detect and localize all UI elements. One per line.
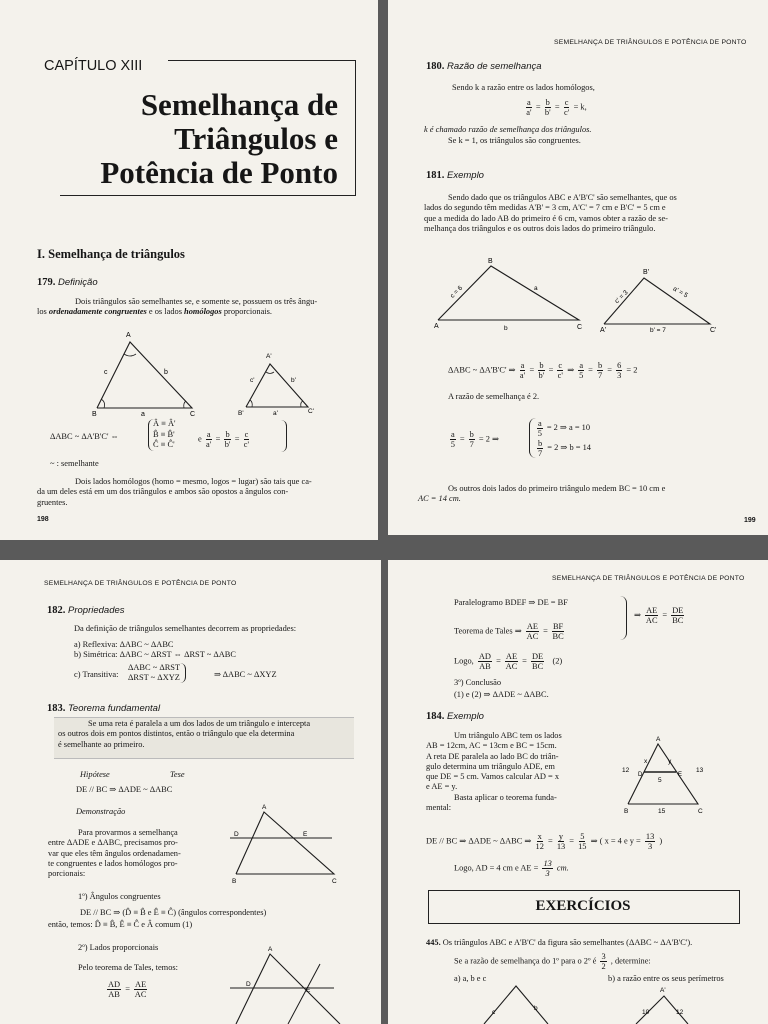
svg-text:a: a bbox=[534, 285, 538, 292]
triangle-abc bbox=[236, 812, 334, 874]
parallelogram-line: Paralelogramo BDEF ⇒ DE = BF bbox=[454, 598, 568, 607]
svg-text:B: B bbox=[232, 878, 237, 885]
item-182-heading: 182. Propriedades bbox=[47, 605, 125, 616]
item-title: Teorema fundamental bbox=[68, 703, 161, 714]
properties-intro: Da definição de triângulos semelhantes decorrem as propriedades: bbox=[74, 624, 297, 633]
demonstration-text: Para provarmos a semelhança entre ΔADE e ΔABC, precisamos pro- var que eles têm ângulos ordenadamen- te congruentes e lados homólogos pro- porcionais: bbox=[48, 828, 181, 879]
label-a2-vertex: A' bbox=[266, 353, 272, 360]
exercise-445-b: b) a razão entre os seus perímetros bbox=[608, 974, 724, 983]
page-number: 198 bbox=[37, 516, 49, 523]
exercise-445: 445. Os triângulos ABC e A'B'C' da figura são semelhantes (ΔABC ~ ΔA'B'C'). bbox=[426, 938, 693, 947]
svg-text:E: E bbox=[306, 987, 311, 994]
svg-text:A: A bbox=[656, 736, 661, 743]
tales-figure bbox=[222, 944, 352, 1024]
title-box-right bbox=[355, 60, 356, 196]
section-title: I. Semelhança de triângulos bbox=[37, 247, 185, 261]
svg-text:12: 12 bbox=[622, 767, 630, 774]
triangle-a2b2c2 bbox=[246, 364, 308, 407]
svg-text:E: E bbox=[303, 831, 308, 838]
chapter-rule bbox=[168, 60, 356, 61]
svg-text:5: 5 bbox=[658, 777, 662, 784]
prop-transitive-cases: ΔABC ~ ΔRST ΔRST ~ ΔXYZ bbox=[128, 663, 186, 683]
svg-text:C': C' bbox=[710, 327, 717, 334]
page-199 bbox=[388, 0, 768, 535]
tales-line: Teorema de Tales ⇒ $\frac{AE}{AC}$ = $\frac{BF}{BC}$ bbox=[454, 622, 564, 641]
label-c2-vertex: C' bbox=[308, 408, 314, 415]
item-181-heading: 181. Exemplo bbox=[426, 170, 484, 181]
angle-mark-b bbox=[101, 399, 105, 408]
logo-ratio: Logo, $\frac{AD}{AB}$ = $\frac{AE}{AC}$ = $\frac{DE}{BC}$ (2) bbox=[454, 652, 563, 671]
triangle-abc bbox=[484, 986, 548, 1024]
bracket bbox=[620, 596, 627, 640]
prop-reflexive: a) Reflexiva: ΔABC ~ ΔABC bbox=[74, 640, 174, 649]
svg-text:C: C bbox=[332, 878, 337, 885]
tales-text: Pelo teorema de Tales, temos: bbox=[78, 963, 178, 972]
label-b2-vertex: B' bbox=[238, 410, 244, 417]
exercises-header: EXERCÍCIOS bbox=[535, 898, 631, 914]
angle-eq-b: B̂ ≡ B̂' bbox=[153, 429, 175, 439]
ratio-chain: ΔABC ~ ΔA'B'C' ⇒ $\frac{a}{a'}$ = $\frac{b}{b'}$ = $\frac{c}{c'}$ ⇒ $\frac{a}{5}$ = $\frac{b}{7}$ = $\frac{6}{3}$ = 2 bbox=[448, 361, 638, 380]
svg-text:c: c bbox=[492, 1009, 496, 1016]
title-box-bottom bbox=[60, 195, 356, 196]
title-line-2: Triângulos e bbox=[174, 121, 338, 156]
svg-text:A: A bbox=[268, 946, 273, 953]
running-head: SEMELHANÇA DE TRIÂNGULOS E POTÊNCIA DE PONTO bbox=[552, 575, 745, 582]
label-b-vertex: B bbox=[92, 411, 97, 418]
svg-text:15: 15 bbox=[658, 808, 666, 815]
svg-text:A': A' bbox=[600, 327, 607, 334]
item-184-heading: 184. Exemplo bbox=[426, 711, 484, 722]
def-line-2: los ordenadamente congruentes e os lados homólogos proporcionais. bbox=[37, 307, 272, 317]
exercise-445-ratio: Se a razão de semelhança do 1º para o 2º é $\frac{3}{2}$ , determine: bbox=[454, 952, 651, 971]
label-c6: c = 6 bbox=[449, 284, 465, 300]
label-c-vertex: C bbox=[190, 411, 196, 418]
bracket-right bbox=[280, 420, 287, 452]
step-1-conclusion: então, temos: D̂ ≡ B̂, Ê ≡ Ĉ e Â comum (1) bbox=[48, 920, 193, 929]
svg-text:B: B bbox=[624, 808, 629, 815]
angle-equalities bbox=[148, 419, 176, 451]
thesis-label: Tese bbox=[170, 770, 185, 779]
label-a-vertex: A bbox=[126, 332, 131, 339]
chapter-title bbox=[38, 88, 338, 190]
svg-text:b: b bbox=[504, 325, 508, 332]
svg-text:x: x bbox=[644, 758, 648, 765]
page-number: 199 bbox=[744, 517, 756, 524]
razao-formula: $\frac{a}{a'}$ = $\frac{b}{b'}$ = $\frac{c}{c'}$ = k, bbox=[526, 98, 587, 117]
svg-text:y: y bbox=[668, 758, 672, 765]
item-number: 179. bbox=[37, 277, 56, 288]
svg-text:D: D bbox=[246, 981, 251, 988]
theorem-figure bbox=[222, 802, 352, 890]
example-181-text: Sendo dado que os triângulos ABC e A'B'C' são semelhantes, que os lados do segundo têm medidas A'B' = 3 cm, A'C' = 7 cm e B'C' = 5 cm e que a medida do lado AB do primeiro é 6 cm, vamos obter a razão de se- melhança dos triângulos e os outros dois lados do primeiro triângulo. bbox=[424, 193, 677, 233]
label-side-a2: a' bbox=[273, 410, 278, 417]
calc-line: DE // BC ⇒ ΔADE ~ ΔABC ⇒ $\frac{x}{12}$ = $\frac{y}{13}$ = $\frac{5}{15}$ ⇒ ( x = 4 e y = $\frac{13}{3}$ ) bbox=[426, 832, 663, 851]
label-side-a: a bbox=[141, 411, 145, 418]
system-lhs: $\frac{a}{5}$ = $\frac{b}{7}$ = 2 ⇒ bbox=[450, 430, 500, 449]
label-a5: a' = 5 bbox=[671, 285, 689, 300]
page-201 bbox=[388, 560, 768, 1024]
item-title: Definição bbox=[58, 277, 98, 288]
step-1-title: 1º) Ângulos congruentes bbox=[78, 892, 161, 901]
razao-intro: Sendo k a razão entre os lados homólogos, bbox=[452, 83, 595, 92]
svg-text:A: A bbox=[262, 804, 267, 811]
equiv-lhs: ΔABC ~ ΔA'B'C' ⇔ bbox=[50, 432, 119, 441]
hom-line-3: gruentes. bbox=[37, 497, 68, 507]
step-1-expr: DE // BC ⇒ (D̂ ≡ B̂ e Ê ≡ Ĉ) (ângulos correspondentes) bbox=[80, 908, 267, 917]
angle-eq-c: Ĉ ≡ Ĉ' bbox=[153, 440, 175, 449]
hom-line-1: Dois lados homólogos (homo = mesmo, logos = lugar) são tais que ca- bbox=[75, 477, 312, 486]
item-179-heading bbox=[37, 277, 98, 288]
angle-mark-c2 bbox=[301, 401, 303, 407]
angle-mark-b2 bbox=[250, 400, 252, 407]
exercise-445-a: a) a, b e c bbox=[454, 974, 487, 983]
angle-eq-a: Â ≡ Â' bbox=[153, 419, 176, 428]
svg-text:13: 13 bbox=[696, 767, 704, 774]
item-title: Razão de semelhança bbox=[447, 61, 542, 72]
example-triangles-figure bbox=[424, 254, 764, 334]
label-side-b: b bbox=[164, 369, 168, 376]
exercise-445-figure bbox=[478, 978, 748, 1024]
homologous-sides-text bbox=[37, 477, 359, 508]
running-head: SEMELHANÇA DE TRIÂNGULOS E POTÊNCIA DE PONTO bbox=[44, 580, 237, 587]
hypothesis-expr: DE // BC ⇒ ΔADE ~ ΔABC bbox=[76, 785, 173, 794]
label-side-c: c bbox=[104, 369, 108, 376]
triangle-sides bbox=[236, 954, 340, 1024]
svg-text:b: b bbox=[534, 1005, 538, 1012]
logo-result: Logo, AD = 4 cm e AE = $\frac{13}{3}$ cm. bbox=[454, 859, 569, 878]
svg-text:C: C bbox=[577, 324, 583, 331]
implied-ratio: ⇒ $\frac{AE}{AC}$ = $\frac{DE}{BC}$ bbox=[634, 606, 684, 625]
page-200 bbox=[0, 560, 381, 1024]
example-184-figure bbox=[616, 732, 716, 818]
prop-transitive-result: ⇒ ΔABC ~ ΔXYZ bbox=[214, 670, 277, 679]
def-line-1: Dois triângulos são semelhantes se, e somente se, possuem os três ângu- bbox=[75, 297, 318, 306]
item-title: Exemplo bbox=[447, 170, 484, 181]
razao-def: k é chamado razão de semelhança dos triângulos. bbox=[424, 125, 592, 134]
item-180-heading: 180. Razão de semelhança bbox=[426, 61, 542, 72]
item-title: Propriedades bbox=[68, 605, 125, 616]
svg-text:B: B bbox=[488, 258, 493, 265]
title-line-1: Semelhança de bbox=[140, 87, 338, 122]
conclusion-title: 3º) Conclusão bbox=[454, 678, 502, 687]
label-c3: c' = 3 bbox=[613, 289, 630, 306]
label-side-c2: c' bbox=[250, 377, 255, 384]
theorem-text: Se uma reta é paralela a um dos lados de um triângulo e intercepta os outros dois em pontos distintos, então o triângulo que ela determina é semelhante ao primeiro. bbox=[58, 719, 311, 749]
result-text: Os outros dois lados do primeiro triângulo medem BC = 10 cm e AC = 14 cm. bbox=[418, 484, 666, 504]
similar-symbol-note: ~ : semelhante bbox=[50, 459, 99, 468]
svg-text:C: C bbox=[698, 808, 703, 815]
hom-line-2: da um deles está em um dos triângulos e ambos são opostos a ângulos con- bbox=[37, 487, 289, 497]
svg-text:B': B' bbox=[643, 269, 650, 276]
tales-ratio: $\frac{AD}{AB}$ = $\frac{AE}{AC}$ bbox=[108, 980, 147, 999]
system-rhs: $\frac{a}{5}$ = 2 ⇒ a = 10 $\frac{b}{7}$ = 2 ⇒ b = 14 bbox=[529, 418, 591, 458]
svg-text:D: D bbox=[234, 831, 239, 838]
svg-text:A': A' bbox=[660, 987, 666, 994]
svg-text:E: E bbox=[678, 772, 683, 778]
page-198 bbox=[0, 0, 378, 540]
step-2-title: 2º) Lados proporcionais bbox=[78, 943, 159, 952]
definition-text bbox=[37, 297, 357, 318]
prop-transitive-label: c) Transitiva: bbox=[74, 670, 119, 679]
svg-text:A: A bbox=[434, 323, 439, 330]
svg-text:D: D bbox=[638, 772, 643, 778]
angle-mark-a bbox=[124, 354, 136, 356]
svg-text:10: 10 bbox=[642, 1009, 650, 1016]
conclusion-expr: (1) e (2) ⇒ ΔADE ~ ΔABC. bbox=[454, 690, 549, 699]
hypothesis-label: Hipótese bbox=[80, 770, 110, 779]
item-title: Exemplo bbox=[447, 711, 484, 722]
title-line-3: Potência de Ponto bbox=[100, 155, 338, 190]
chapter-label: CAPÍTULO XIII bbox=[44, 58, 143, 74]
razao-congruent: Se k = 1, os triângulos são congruentes. bbox=[448, 136, 581, 145]
item-183-heading: 183. Teorema fundamental bbox=[47, 703, 161, 714]
label-b7: b' = 7 bbox=[650, 327, 666, 334]
side-proportions: e $\frac{a}{a'}$ = $\frac{b}{b'}$ = $\frac{c}{c'}$ bbox=[198, 430, 250, 449]
label-side-b2: b' bbox=[291, 377, 296, 384]
angle-mark-a2 bbox=[266, 372, 274, 374]
prop-symmetric: b) Simétrica: ΔABC ~ ΔRST ⇔ ΔRST ~ ΔABC bbox=[74, 650, 236, 659]
triangle-abc-figure bbox=[80, 328, 210, 420]
triangle-a2b2c2-figure bbox=[236, 350, 326, 420]
similarity-definition bbox=[50, 432, 119, 442]
demonstration-label: Demonstração bbox=[76, 807, 126, 816]
triangle-abc bbox=[97, 342, 192, 408]
example-184-text: Um triângulo ABC tem os lados AB = 12cm, AC = 13cm e BC = 15cm. A reta DE paralela ao lado BC do triân- gulo determina um triângulo ADE, em que DE = 5 cm. Vamos calcular AD = x e AE = y. Basta aplicar o teorema funda- mental: bbox=[426, 731, 562, 813]
running-head: SEMELHANÇA DE TRIÂNGULOS E POTÊNCIA DE PONTO bbox=[554, 39, 747, 46]
parallel-line-ef bbox=[288, 964, 320, 1024]
svg-text:12: 12 bbox=[676, 1009, 684, 1016]
razao-result: A razão de semelhança é 2. bbox=[448, 392, 540, 401]
